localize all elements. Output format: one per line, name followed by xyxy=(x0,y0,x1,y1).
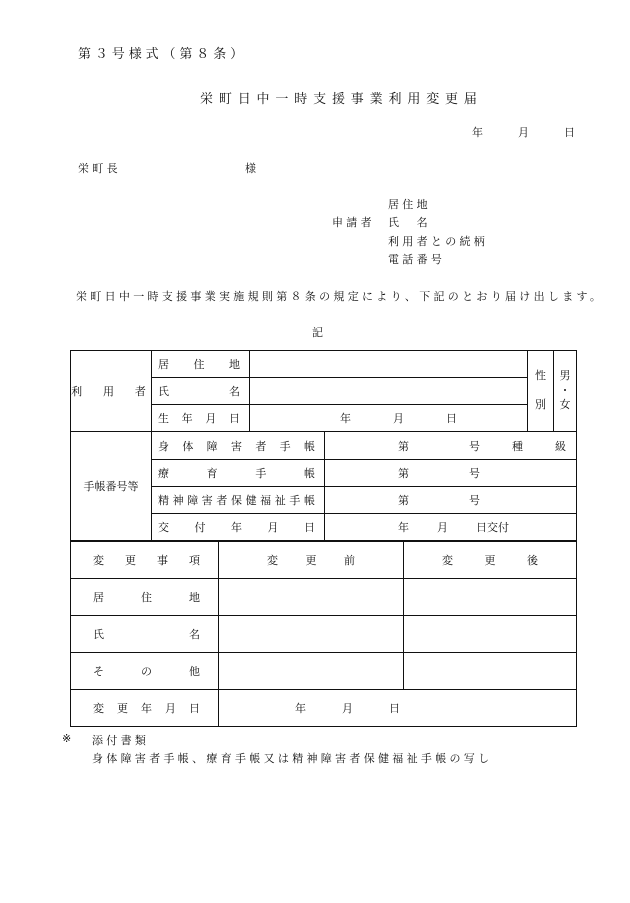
row-name-label: 氏 名 xyxy=(71,616,219,653)
issue-date-value[interactable]: 年 月 日交付 xyxy=(325,514,577,541)
user-info-table xyxy=(70,350,577,541)
attachment-text: 身体障害者手帳、療育手帳又は精神障害者保健福祉手帳の写し xyxy=(92,752,493,765)
attachment-mark: ※ xyxy=(62,732,72,745)
header-before: 変 更 前 xyxy=(219,542,404,579)
birth-value[interactable]: 年 月 日 xyxy=(250,405,528,432)
address-value[interactable] xyxy=(250,351,528,378)
birth-label: 生 年 月 日 xyxy=(152,405,250,432)
attachment-title: 添付書類 xyxy=(92,734,150,747)
row-address-before[interactable] xyxy=(219,579,404,616)
header-change-item: 変 更 事 項 xyxy=(71,542,219,579)
addressee-honorific: 様 xyxy=(245,162,256,175)
handbook-mental-value[interactable]: 第 号 xyxy=(325,487,577,514)
change-date-value[interactable]: 年 月 日 xyxy=(219,690,577,727)
handbook-ryoiku-label: 療 育 手 帳 xyxy=(152,460,325,487)
form-number: 第３号様式（第８条） xyxy=(78,47,248,62)
change-date-label: 変 更 年 月 日 xyxy=(71,690,219,727)
handbook-label: 手帳番号等 xyxy=(71,432,152,541)
date-day: 日 xyxy=(564,126,575,139)
row-address-label: 居 住 地 xyxy=(71,579,219,616)
page-title: 栄町日中一時支援事業利用変更届 xyxy=(200,92,483,107)
ki-mark: 記 xyxy=(312,326,323,339)
handbook-ryoiku-value[interactable]: 第 号 xyxy=(325,460,577,487)
applicant-field-name: 氏 名 xyxy=(388,216,431,229)
row-other-label: そ の 他 xyxy=(71,653,219,690)
row-name-after[interactable] xyxy=(404,616,577,653)
row-name-before[interactable] xyxy=(219,616,404,653)
row-address-after[interactable] xyxy=(404,579,577,616)
applicant-field-phone: 電話番号 xyxy=(388,253,446,266)
handbook-physical-value[interactable]: 第 号 種 級 xyxy=(325,432,577,460)
submission-date xyxy=(472,124,575,140)
applicant-field-relation: 利用者との続柄 xyxy=(388,235,489,248)
address-label: 居 住 地 xyxy=(152,351,250,378)
handbook-mental-label: 精 神 障 害 者 保 健 福 祉 手 帳 xyxy=(152,487,325,514)
header-after: 変 更 後 xyxy=(404,542,577,579)
issue-date-label: 交 付 年 月 日 xyxy=(152,514,325,541)
handbook-physical-label: 身 体 障 害 者 手 帳 xyxy=(152,432,325,460)
applicant-field-address: 居住地 xyxy=(388,198,431,211)
statement: 栄町日中一時支援事業実施規則第８条の規定により、下記のとおり届け出します。 xyxy=(76,290,605,303)
name-value[interactable] xyxy=(250,378,528,405)
sex-label: 性 別 xyxy=(528,351,554,432)
row-other-after[interactable] xyxy=(404,653,577,690)
date-month: 月 xyxy=(518,126,529,139)
addressee-name: 栄町長 xyxy=(78,162,121,175)
date-year: 年 xyxy=(472,126,483,139)
applicant-label: 申請者 xyxy=(332,216,375,229)
user-label: 利 用 者 xyxy=(71,351,152,432)
change-table xyxy=(70,541,577,727)
sex-value[interactable]: 男 ・ 女 xyxy=(554,351,577,432)
row-other-before[interactable] xyxy=(219,653,404,690)
name-label: 氏 名 xyxy=(152,378,250,405)
